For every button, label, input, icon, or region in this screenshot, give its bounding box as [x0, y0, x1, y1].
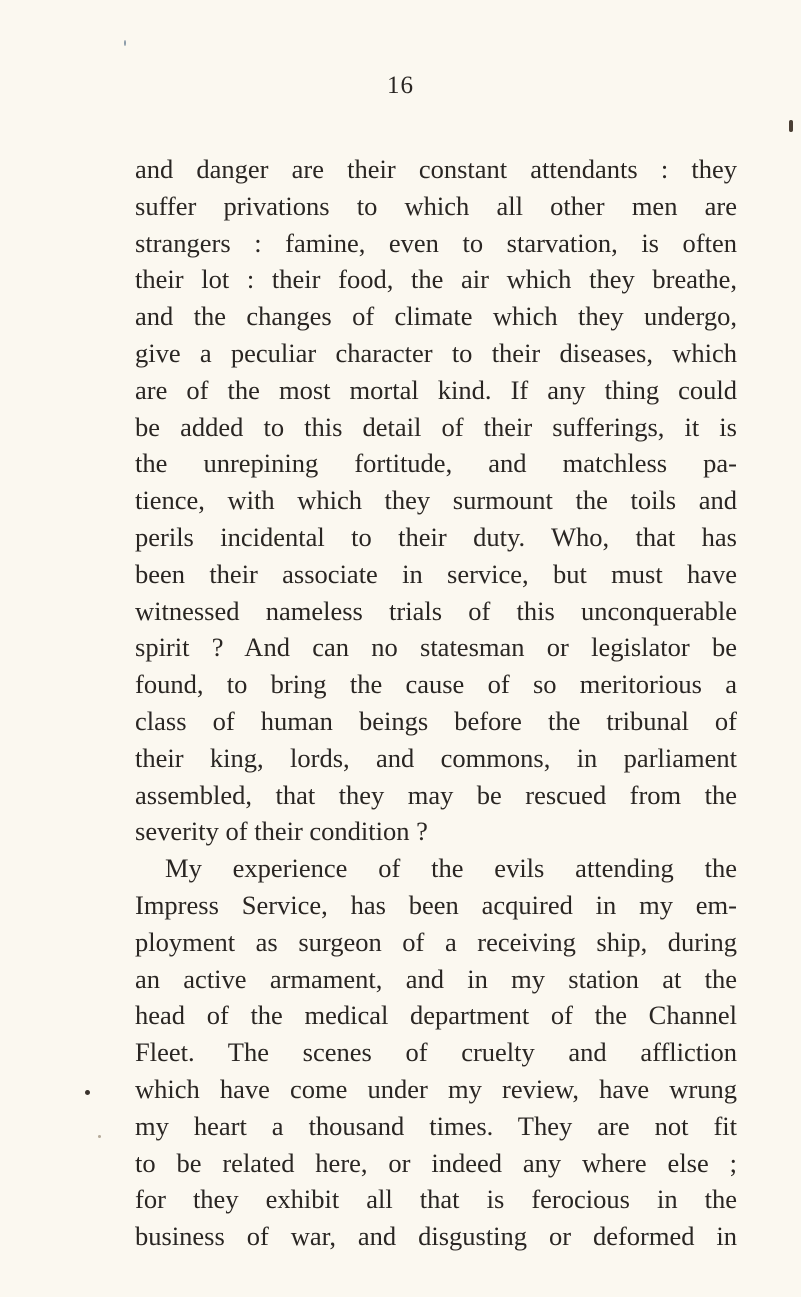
text-line: Impress Service, has been acquired in my em- [135, 889, 737, 920]
paper-speck [124, 40, 126, 46]
text-line: strangers : famine, even to starvation, is often [135, 227, 737, 258]
text-line: assembled, that they may be rescued from the [135, 779, 737, 810]
text-line: for they exhibit all that is ferocious in the [135, 1184, 737, 1215]
text-line: the unrepining fortitude, and matchless pa- [135, 448, 737, 479]
text-line: ployment as surgeon of a receiving ship, during [135, 926, 737, 957]
text-line: class of human beings before the tribunal of [135, 705, 737, 736]
text-line: business of war, and disgusting or deformed in [135, 1221, 737, 1252]
text-line: tience, with which they surmount the toils and [135, 485, 737, 516]
paper-speck [98, 1135, 101, 1138]
text-line: an active armament, and in my station at the [135, 963, 737, 994]
text-line: witnessed nameless trials of this unconquerable [135, 595, 737, 626]
text-line: which have come under my review, have wrung [135, 1073, 737, 1104]
page-number: 16 [387, 72, 414, 99]
text-line: head of the medical department of the Channel [135, 1000, 737, 1031]
text-line: be added to this detail of their sufferings, it is [135, 411, 737, 442]
text-line: found, to bring the cause of so meritorious a [135, 669, 737, 700]
text-line: to be related here, or indeed any where else ; [135, 1147, 737, 1178]
text-line: their lot : their food, the air which they breathe, [135, 264, 737, 295]
text-line: My experience of the evils attending the [165, 853, 737, 884]
paper-speck [789, 120, 793, 132]
text-line: give a peculiar character to their diseases, which [135, 337, 737, 368]
text-line: suffer privations to which all other men are [135, 190, 737, 221]
text-line: Fleet. The scenes of cruelty and affliction [135, 1037, 737, 1068]
text-line: severity of their condition ? [135, 816, 428, 847]
paper-speck [85, 1090, 90, 1095]
text-line: are of the most mortal kind. If any thing could [135, 374, 737, 405]
text-line: spirit ? And can no statesman or legislator be [135, 632, 737, 663]
text-line: my heart a thousand times. They are not fit [135, 1110, 737, 1141]
text-line: their king, lords, and commons, in parliament [135, 742, 737, 773]
text-line: and the changes of climate which they undergo, [135, 301, 737, 332]
text-line: perils incidental to their duty. Who, that has [135, 521, 737, 552]
text-line: and danger are their constant attendants : they [135, 154, 737, 184]
text-line: been their associate in service, but must have [135, 558, 737, 589]
body-text [135, 151, 737, 1255]
